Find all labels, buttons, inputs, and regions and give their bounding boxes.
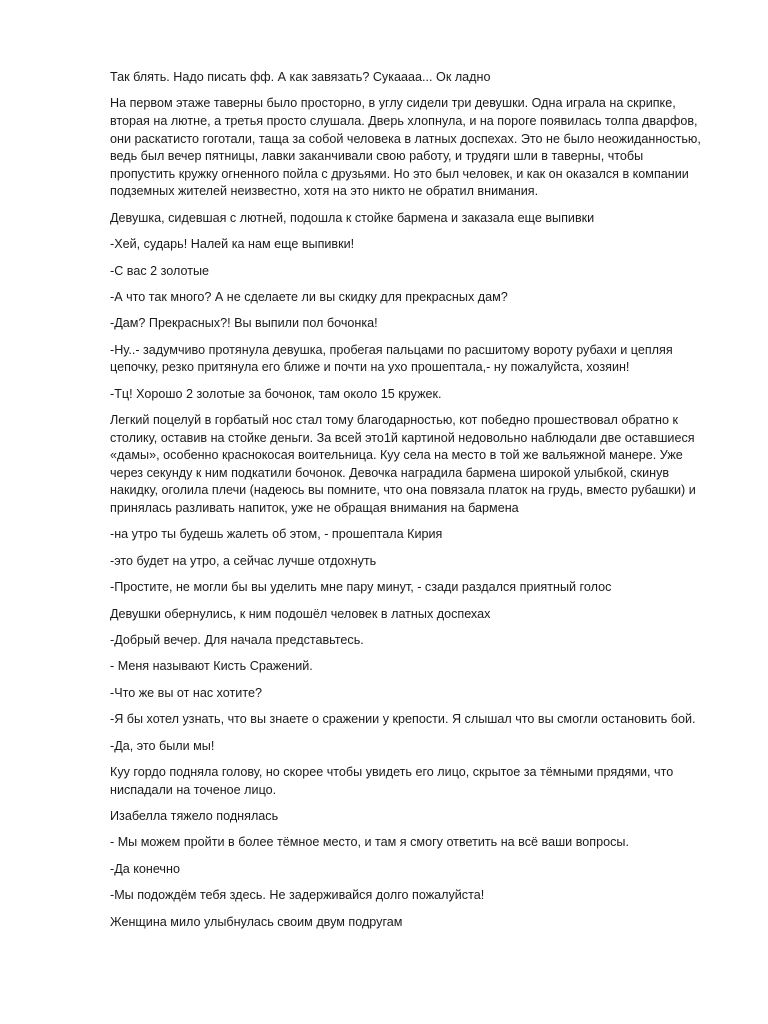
paragraph-4: -Хей, сударь! Налей ка нам еще выпивки! bbox=[110, 237, 355, 252]
paragraph-8: -Ну..- задумчиво протянула девушка, пробегая пальцами по расшитому вороту рубахи и цепляя цепочку, резко притянула его ближе и почти на ухо прошептала,- ну пожалуйста, хозяин! bbox=[110, 342, 673, 375]
paragraph-22: - Мы можем пройти в более тёмное место, и там я смогу ответить на всё ваши вопросы. bbox=[110, 835, 629, 850]
paragraph-23: -Да конечно bbox=[110, 861, 180, 876]
paragraph-2: На первом этаже таверны было просторно, в углу сидели три девушки. Одна играла на скрипке, вторая на лютне, а третья просто слушала. Дверь хлопнула, и на пороге появилась толпа дварфов, они раскатисто гоготали, таща за собой человека в латных доспехах. Это не было неожиданностью, ведь был вечер пятницы, лавки заканчивали свою работу, и трудяги шли в таверны, чтобы пропустить кружку огненного пойла с друзьями. Но это был человек, и как он оказался в компании подземных жителей неизвестно, хотя на это никто не обратил внимания. bbox=[110, 96, 701, 199]
paragraph-20: Куу гордо подняла голову, но скорее чтобы увидеть его лицо, скрытое за тёмными прядями, что ниспадали на точеное лицо. bbox=[110, 764, 674, 797]
paragraph-6: -А что так много? А не сделаете ли вы скидку для прекрасных дам? bbox=[110, 289, 508, 304]
paragraph-3: Девушка, сидевшая с лютней, подошла к стойке бармена и заказала еще выпивки bbox=[110, 210, 595, 225]
paragraph-25: Женщина мило улыбнулась своим двум подругам bbox=[110, 914, 403, 929]
paragraph-21: Изабелла тяжело поднялась bbox=[110, 808, 279, 823]
document-page bbox=[110, 69, 710, 940]
paragraph-15: -Добрый вечер. Для начала представьтесь. bbox=[110, 633, 364, 647]
paragraph-1: Так блять. Надо писать фф. А как завязать? Сукаааа... Ок ладно bbox=[110, 70, 491, 84]
paragraph-11: -на утро ты будешь жалеть об этом, - прошептала Кирия bbox=[110, 527, 443, 542]
paragraph-13: -Простите, не могли бы вы уделить мне пару минут, - сзади раздался приятный голос bbox=[110, 580, 612, 595]
paragraph-5: -С вас 2 золотые bbox=[110, 263, 210, 278]
paragraph-9: -Тц! Хорошо 2 золотые за бочонок, там около 15 кружек. bbox=[110, 386, 442, 401]
paragraph-24: -Мы подождём тебя здесь. Не задерживайся долго пожалуйста! bbox=[110, 888, 485, 903]
paragraph-19: -Да, это были мы! bbox=[110, 738, 215, 753]
paragraph-10: Легкий поцелуй в горбатый нос стал тому благодарностью, кот победно прошествовал обратно к столику, оставив на стойке деньги. За всей это1й картиной недовольно наблюдали две оставшиеся «дамы», особенно краснокосая воительница. Куу села на место в той же вальяжной манере. Уже через секунду к ним подкатили бочонок. Девочка наградила бармена широкой улыбкой, скинув накидку, оголила плечи (надеюсь вы помните, что она повязала платок на грудь, вместо рубашки) и принялась разливать напиток, уже не обращая внимания на бармена bbox=[110, 413, 696, 516]
paragraph-7: -Дам? Прекрасных?! Вы выпили пол бочонка! bbox=[110, 316, 378, 331]
paragraph-17: -Что же вы от нас хотите? bbox=[110, 685, 262, 700]
paragraph-18: -Я бы хотел узнать, что вы знаете о сражении у крепости. Я слышал что вы смогли остановить бой. bbox=[110, 712, 696, 727]
paragraph-12: -это будет на утро, а сейчас лучше отдохнуть bbox=[110, 553, 377, 568]
paragraph-16: - Меня называют Кисть Сражений. bbox=[110, 659, 313, 674]
paragraph-14: Девушки обернулись, к ним подошёл человек в латных доспехах bbox=[110, 606, 491, 621]
